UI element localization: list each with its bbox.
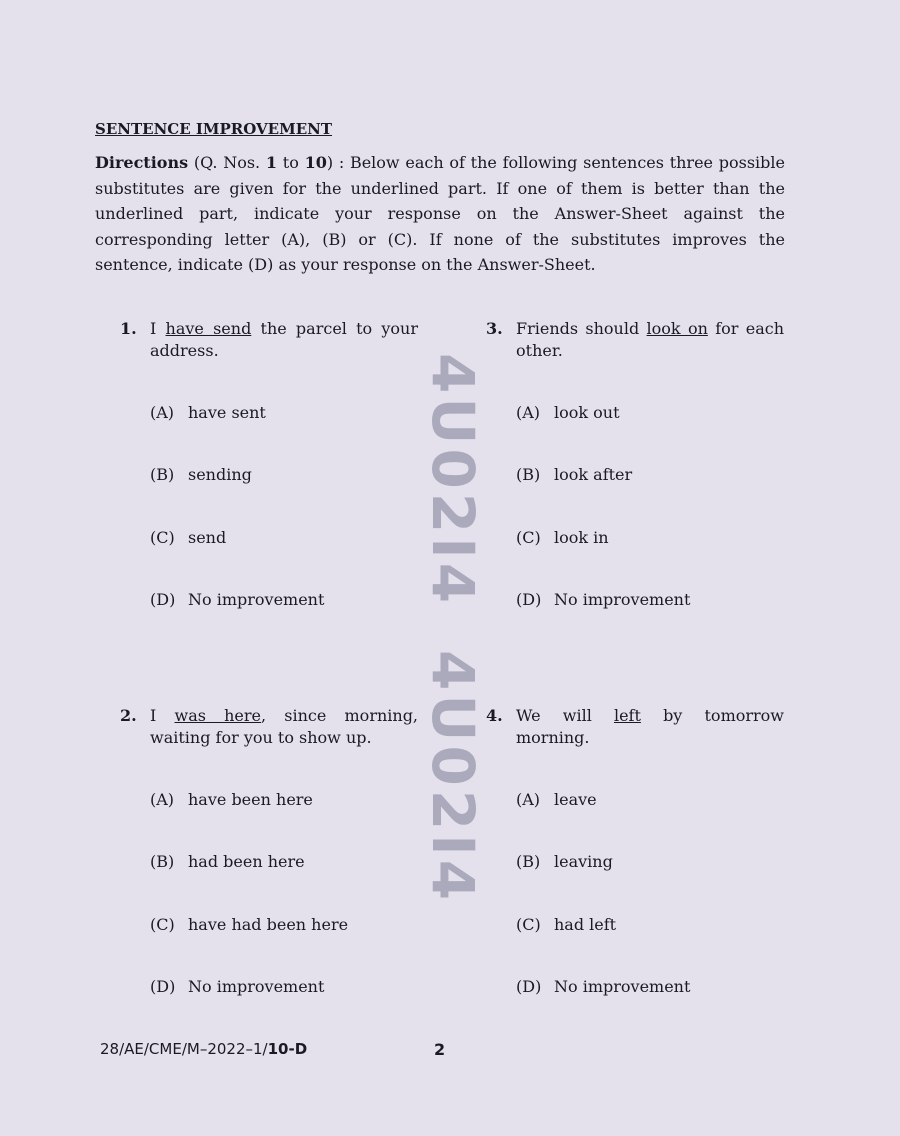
option-label: (A) <box>150 403 175 422</box>
directions-label: Directions <box>95 153 189 172</box>
q-pre: I <box>150 319 166 338</box>
q-post: for each other. <box>516 319 785 360</box>
q-post: the parcel to your address. <box>150 319 418 360</box>
option-label: (B) <box>150 852 175 871</box>
footer-code <box>100 1040 307 1058</box>
option-b[interactable] <box>150 464 252 486</box>
option-label: (B) <box>150 465 175 484</box>
directions-body: Below each of the following sentences three possible substitutes are given for the underlined part. If one of them is better than the underlined part, indicate your response on the Answer-Sheet against the corresponding letter (A), (B) or (C). If none of the substitutes improves the sentence, indicate (D) as your response on the Answer-Sheet. <box>95 153 785 274</box>
option-a[interactable] <box>150 402 266 424</box>
option-label: (C) <box>516 915 541 934</box>
option-label: (C) <box>516 528 541 547</box>
question-text <box>516 318 784 362</box>
option-c[interactable] <box>150 527 226 549</box>
q-pre: We will <box>516 706 614 725</box>
option-a[interactable] <box>150 789 313 811</box>
question-number: 3. <box>486 319 503 338</box>
option-text: No improvement <box>188 977 325 996</box>
option-text: have been here <box>188 790 313 809</box>
question-number: 1. <box>120 319 137 338</box>
option-text: send <box>188 528 227 547</box>
question-text <box>150 318 418 362</box>
question-3 <box>486 318 796 618</box>
q-underlined: have send <box>165 319 252 338</box>
directions-open: (Q. Nos. <box>188 153 266 172</box>
option-d[interactable] <box>150 976 324 998</box>
option-text: have sent <box>188 403 266 422</box>
option-text: No improvement <box>554 590 691 609</box>
option-text: No improvement <box>554 977 691 996</box>
option-text: have had been here <box>188 915 349 934</box>
option-b[interactable] <box>150 851 305 873</box>
option-label: (D) <box>516 590 542 609</box>
directions <box>95 150 785 278</box>
option-b[interactable] <box>516 851 613 873</box>
option-text: sending <box>188 465 252 484</box>
question-1 <box>120 318 430 618</box>
option-a[interactable] <box>516 789 597 811</box>
q-post: by tomorrow morning. <box>516 706 784 747</box>
watermark-bottom: 4U02I4 <box>419 650 487 905</box>
q-underlined: left <box>613 706 641 725</box>
option-label: (C) <box>150 528 175 547</box>
q-underlined: look on <box>646 319 708 338</box>
footer-code-prefix: 28/AE/CME/M–2022–1/ <box>100 1040 268 1058</box>
option-label: (A) <box>516 403 541 422</box>
q-pre: Friends should <box>516 319 647 338</box>
directions-close: ) : <box>326 153 350 172</box>
q-pre: I <box>150 706 175 725</box>
option-label: (B) <box>516 465 541 484</box>
option-label: (D) <box>150 977 176 996</box>
option-label: (C) <box>150 915 175 934</box>
option-text: had left <box>554 915 617 934</box>
option-text: look out <box>554 403 620 422</box>
question-number: 4. <box>486 706 503 725</box>
option-label: (A) <box>516 790 541 809</box>
option-c[interactable] <box>516 527 609 549</box>
q-post: , since morning, waiting for you to show up. <box>150 706 419 747</box>
q-underlined: was here <box>174 706 262 725</box>
watermark-top: 4U02I4 <box>419 352 487 608</box>
option-text: leave <box>554 790 597 809</box>
footer-code-suffix: 10-D <box>267 1040 308 1058</box>
option-text: had been here <box>188 852 305 871</box>
question-text <box>516 705 784 749</box>
section-title: SENTENCE IMPROVEMENT <box>95 120 333 138</box>
option-text: leaving <box>554 852 613 871</box>
option-d[interactable] <box>516 976 690 998</box>
option-text: look after <box>554 465 633 484</box>
directions-from: 1 <box>265 153 278 172</box>
option-label: (A) <box>150 790 175 809</box>
option-a[interactable] <box>516 402 620 424</box>
page-number: 2 <box>434 1040 446 1059</box>
option-c[interactable] <box>150 914 348 936</box>
question-text <box>150 705 418 749</box>
option-label: (B) <box>516 852 541 871</box>
question-2 <box>120 705 430 1005</box>
directions-to: 10 <box>304 153 327 172</box>
option-b[interactable] <box>516 464 632 486</box>
option-d[interactable] <box>150 589 324 611</box>
question-number: 2. <box>120 706 137 725</box>
question-4 <box>486 705 796 1005</box>
option-d[interactable] <box>516 589 690 611</box>
directions-to-word: to <box>277 153 305 172</box>
option-c[interactable] <box>516 914 616 936</box>
option-label: (D) <box>150 590 176 609</box>
option-text: look in <box>554 528 609 547</box>
option-text: No improvement <box>188 590 325 609</box>
option-label: (D) <box>516 977 542 996</box>
